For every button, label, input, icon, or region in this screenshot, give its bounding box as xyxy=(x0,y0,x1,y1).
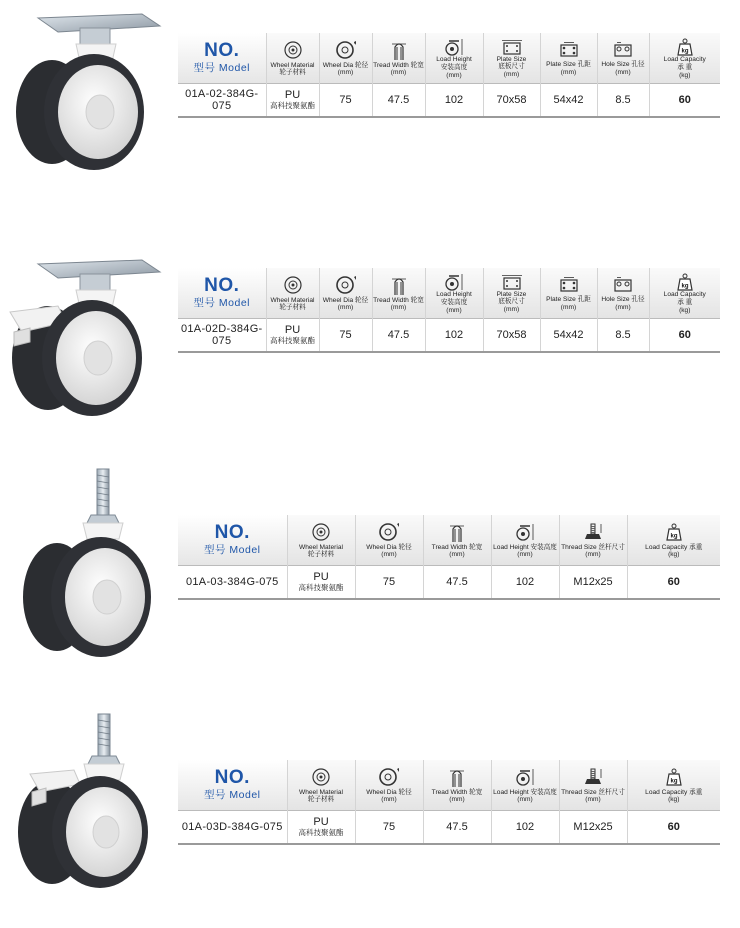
unit-mm: (mm) xyxy=(585,551,601,559)
load-height-value: 102 xyxy=(425,83,483,117)
unit-kg: (kg) xyxy=(679,306,691,314)
material-value-cn: 高科技聚氨酯 xyxy=(298,827,344,837)
tread-width-label: Tread Width 轮宽 xyxy=(431,788,483,796)
material-value: PU xyxy=(313,815,329,828)
plate-outline-icon xyxy=(501,274,523,291)
wheel-face-icon xyxy=(312,523,330,541)
unit-mm: (mm) xyxy=(615,303,631,311)
wheel-material-label: Wheel Material xyxy=(299,788,343,796)
hole-size-icon xyxy=(613,41,633,58)
tread-width-header xyxy=(423,760,491,810)
tread-width-value: 47.5 xyxy=(372,318,425,352)
weight-kg-glyph: kg xyxy=(681,48,689,55)
material-value-cn: 高科技聚氨酯 xyxy=(270,100,315,110)
tread-width-value: 47.5 xyxy=(372,83,425,117)
wheel-material-header xyxy=(266,33,319,83)
spec-table xyxy=(178,268,720,353)
tread-width-value: 47.5 xyxy=(423,810,491,844)
unit-kg: (kg) xyxy=(668,551,680,559)
spec-table xyxy=(178,33,720,118)
caster-photo-threaded-stem-brake xyxy=(10,710,185,928)
tread-width-label: Tread Width 轮宽 xyxy=(431,543,483,551)
wheel-dia-label: Wheel Dia 轮径 xyxy=(322,61,369,69)
tread-width-header xyxy=(423,515,491,565)
model-header-title: NO. xyxy=(204,275,240,297)
unit-mm: (mm) xyxy=(337,69,354,77)
plate-hole-label: Plate Size 孔距 xyxy=(546,296,591,304)
unit-mm: (mm) xyxy=(503,306,520,314)
material-value: PU xyxy=(284,88,301,101)
wheel-material-label: Wheel Material xyxy=(270,296,315,304)
load-capacity-header xyxy=(627,760,720,810)
plate-outline-icon xyxy=(501,39,523,56)
load-capacity-header xyxy=(649,33,720,83)
unit-mm: (mm) xyxy=(517,796,533,804)
spec-table xyxy=(178,760,720,845)
load-capacity-label: Load Capacity xyxy=(663,56,706,64)
model-number: 01A-02D-384G-075 xyxy=(178,318,266,352)
load-height-label: Load Height xyxy=(436,56,472,64)
load-height-label-cn: 安装高度 xyxy=(440,63,468,71)
thread-size-header xyxy=(559,515,627,565)
hole-size-value: 8.5 xyxy=(597,83,649,117)
wheel-dia-header xyxy=(319,268,372,318)
model-number: 01A-02-384G-075 xyxy=(178,83,266,117)
product-01A-02 xyxy=(0,0,740,225)
load-height-header xyxy=(425,33,483,83)
product-01A-02D xyxy=(0,225,740,450)
wheel-material-label: Wheel Material xyxy=(299,543,343,551)
thread-size-label: Thread Size 丝杆尺寸 xyxy=(561,788,625,796)
material-cell xyxy=(287,565,355,599)
unit-mm: (mm) xyxy=(446,306,462,314)
model-number: 01A-03D-384G-075 xyxy=(178,810,287,844)
tread-width-value: 47.5 xyxy=(423,565,491,599)
unit-mm: (mm) xyxy=(517,551,533,559)
weight-kg-glyph: kg xyxy=(670,778,678,785)
weight-kg-glyph: kg xyxy=(681,283,689,290)
wheel-diameter-icon xyxy=(335,41,357,59)
plate-hole-value: 54x42 xyxy=(540,83,597,117)
load-height-value: 102 xyxy=(491,810,559,844)
load-height-icon xyxy=(443,273,465,291)
load-height-value: 102 xyxy=(491,565,559,599)
wheel-material-label-cn: 轮子材料 xyxy=(279,69,306,77)
plate-hole-spacing-icon xyxy=(558,276,580,293)
load-height-label: Load Height xyxy=(436,291,472,299)
model-number: 01A-03-384G-075 xyxy=(178,565,287,599)
load-capacity-value: 60 xyxy=(649,83,720,117)
unit-mm: (mm) xyxy=(390,69,407,77)
load-height-icon xyxy=(443,38,465,56)
tread-width-icon xyxy=(391,41,407,61)
wheel-material-label-cn: 轮子材料 xyxy=(279,304,306,312)
weight-kg-glyph: kg xyxy=(670,533,678,540)
wheel-dia-header xyxy=(355,515,423,565)
wheel-dia-header xyxy=(355,760,423,810)
tread-width-icon xyxy=(449,768,465,788)
load-capacity-label: Load Capacity 承重 xyxy=(645,543,703,551)
unit-mm: (mm) xyxy=(381,796,397,804)
product-01A-03D xyxy=(0,675,740,900)
wheel-face-icon xyxy=(284,276,302,294)
plate-size-label-cn: 底板尺寸 xyxy=(498,63,525,71)
wheel-diameter-icon xyxy=(378,523,400,541)
load-height-label-cn: 安装高度 xyxy=(440,298,468,306)
caster-photo-plate xyxy=(0,0,175,200)
load-capacity-value: 60 xyxy=(627,565,720,599)
plate-hole-header xyxy=(540,268,597,318)
wheel-dia-value: 75 xyxy=(355,565,423,599)
plate-size-header xyxy=(483,33,540,83)
material-value-cn: 高科技聚氨酯 xyxy=(270,335,315,345)
material-cell xyxy=(287,810,355,844)
model-header xyxy=(178,515,287,565)
model-header-title: NO. xyxy=(214,767,250,789)
material-value: PU xyxy=(284,323,301,336)
wheel-dia-value: 75 xyxy=(319,83,372,117)
wheel-face-icon xyxy=(312,768,330,786)
load-height-header xyxy=(425,268,483,318)
caster-photo-threaded-stem xyxy=(15,465,190,680)
plate-size-value: 70x58 xyxy=(483,318,540,352)
wheel-material-header xyxy=(287,515,355,565)
load-height-label: Load Height 安装高度 xyxy=(493,788,557,796)
model-header-title: NO. xyxy=(204,40,240,62)
model-header-title: NO. xyxy=(214,522,250,544)
load-capacity-label-cn: 承 重 xyxy=(677,298,693,306)
spec-table xyxy=(178,515,720,600)
material-cell xyxy=(266,83,319,117)
unit-mm: (mm) xyxy=(449,551,465,559)
plate-size-label: Plate Size xyxy=(496,290,527,298)
load-height-icon xyxy=(514,523,536,541)
model-header-subtitle: 型号 Model xyxy=(203,789,261,802)
caster-photo-plate-brake xyxy=(0,250,175,450)
thread-size-value: M12x25 xyxy=(559,565,627,599)
unit-mm: (mm) xyxy=(446,71,462,79)
load-capacity-value: 60 xyxy=(627,810,720,844)
wheel-material-label-cn: 轮子材料 xyxy=(307,551,335,559)
wheel-dia-value: 75 xyxy=(319,318,372,352)
wheel-diameter-icon xyxy=(335,276,357,294)
unit-mm: (mm) xyxy=(449,796,465,804)
model-header-subtitle: 型号 Model xyxy=(193,297,250,310)
weight-kg-icon xyxy=(666,768,682,786)
weight-kg-icon xyxy=(666,523,682,541)
wheel-face-icon xyxy=(284,41,302,59)
hole-size-value: 8.5 xyxy=(597,318,649,352)
load-capacity-label-cn: 承 重 xyxy=(677,63,693,71)
wheel-material-label-cn: 轮子材料 xyxy=(307,796,335,804)
wheel-dia-label: Wheel Dia 轮径 xyxy=(322,296,369,304)
tread-width-header xyxy=(372,33,425,83)
tread-width-label: Tread Width 轮宽 xyxy=(373,296,424,304)
unit-mm: (mm) xyxy=(381,551,397,559)
load-capacity-header xyxy=(627,515,720,565)
plate-size-label: Plate Size xyxy=(496,55,527,63)
load-height-value: 102 xyxy=(425,318,483,352)
model-header xyxy=(178,268,266,318)
plate-size-value: 70x58 xyxy=(483,83,540,117)
threaded-stem-icon xyxy=(582,768,604,786)
load-capacity-label: Load Capacity xyxy=(663,291,706,299)
wheel-material-label: Wheel Material xyxy=(270,61,315,69)
thread-size-header xyxy=(559,760,627,810)
model-header xyxy=(178,33,266,83)
product-01A-03 xyxy=(0,450,740,675)
thread-size-label: Thread Size 丝杆尺寸 xyxy=(561,543,625,551)
wheel-diameter-icon xyxy=(378,768,400,786)
model-header-subtitle: 型号 Model xyxy=(203,544,261,557)
hole-size-header xyxy=(597,33,649,83)
load-capacity-label: Load Capacity 承重 xyxy=(645,788,703,796)
load-capacity-header xyxy=(649,268,720,318)
tread-width-label: Tread Width 轮宽 xyxy=(373,61,424,69)
plate-hole-label: Plate Size 孔距 xyxy=(546,61,591,69)
unit-mm: (mm) xyxy=(615,68,631,76)
material-cell xyxy=(266,318,319,352)
threaded-stem-icon xyxy=(582,523,604,541)
material-value: PU xyxy=(313,570,329,583)
model-header-subtitle: 型号 Model xyxy=(193,62,250,75)
wheel-dia-value: 75 xyxy=(355,810,423,844)
tread-width-icon xyxy=(449,523,465,543)
hole-size-label: Hole Size 孔径 xyxy=(601,296,645,304)
weight-kg-icon xyxy=(677,273,693,291)
hole-size-header xyxy=(597,268,649,318)
wheel-material-header xyxy=(266,268,319,318)
material-value-cn: 高科技聚氨酯 xyxy=(298,582,344,592)
unit-kg: (kg) xyxy=(679,71,691,79)
load-height-label: Load Height 安装高度 xyxy=(493,543,557,551)
plate-size-label-cn: 底板尺寸 xyxy=(498,298,525,306)
load-height-header xyxy=(491,515,559,565)
plate-hole-spacing-icon xyxy=(558,41,580,58)
wheel-dia-label: Wheel Dia 轮径 xyxy=(366,788,412,796)
hole-size-icon xyxy=(613,276,633,293)
tread-width-header xyxy=(372,268,425,318)
model-header xyxy=(178,760,287,810)
wheel-material-header xyxy=(287,760,355,810)
load-capacity-value: 60 xyxy=(649,318,720,352)
unit-mm: (mm) xyxy=(503,71,520,79)
unit-kg: (kg) xyxy=(668,796,680,804)
plate-hole-value: 54x42 xyxy=(540,318,597,352)
tread-width-icon xyxy=(391,276,407,296)
hole-size-label: Hole Size 孔径 xyxy=(601,61,645,69)
load-height-icon xyxy=(514,768,536,786)
unit-mm: (mm) xyxy=(390,304,407,312)
plate-size-header xyxy=(483,268,540,318)
weight-kg-icon xyxy=(677,38,693,56)
load-height-header xyxy=(491,760,559,810)
wheel-dia-label: Wheel Dia 轮径 xyxy=(366,543,412,551)
unit-mm: (mm) xyxy=(585,796,601,804)
unit-mm: (mm) xyxy=(337,304,354,312)
thread-size-value: M12x25 xyxy=(559,810,627,844)
plate-hole-header xyxy=(540,33,597,83)
unit-mm: (mm) xyxy=(560,303,577,311)
wheel-dia-header xyxy=(319,33,372,83)
unit-mm: (mm) xyxy=(560,68,577,76)
